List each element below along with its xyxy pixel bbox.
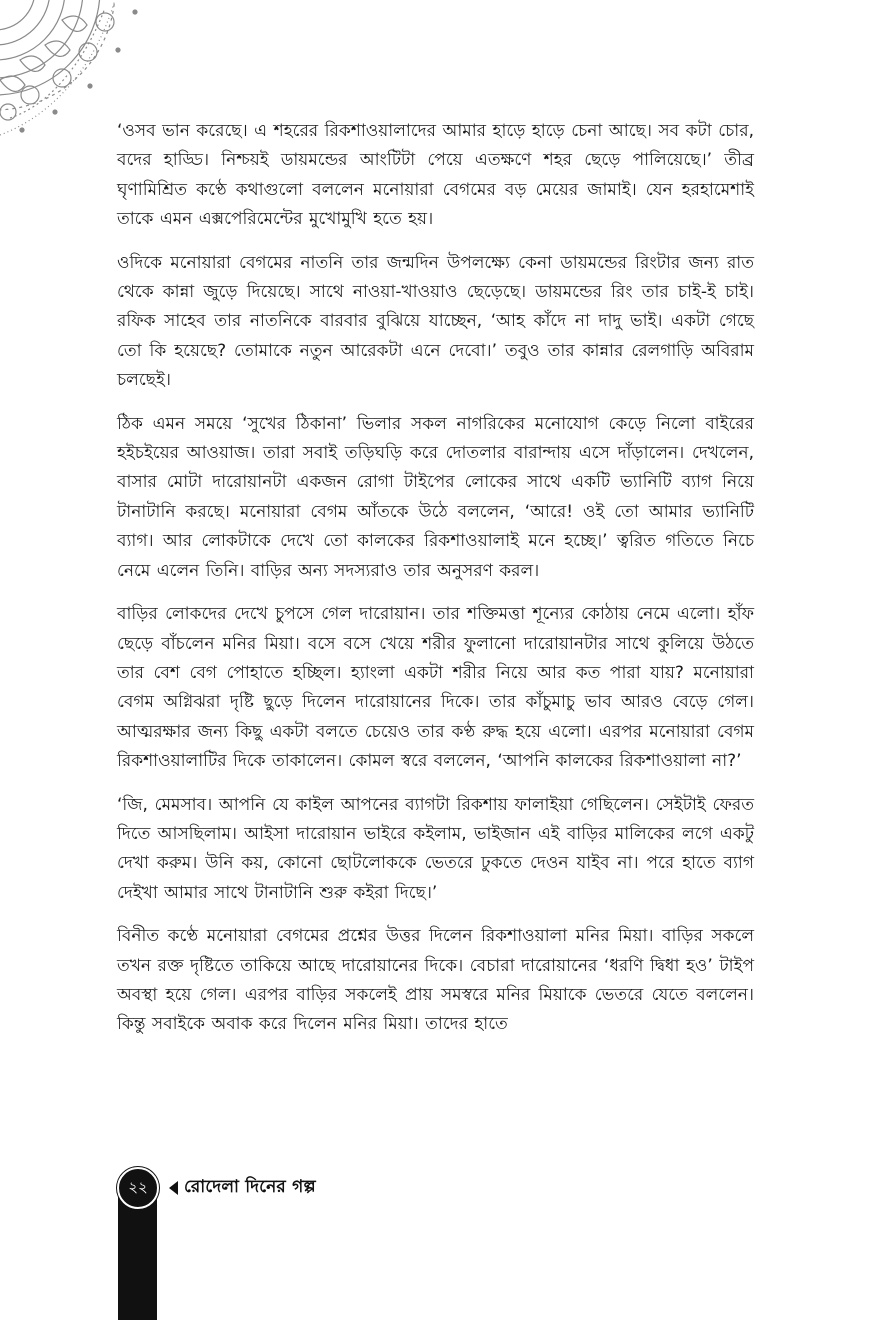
paragraph: ঠিক এমন সময়ে ‘সুখের ঠিকানা’ ভিলার সকল নাগরিকের মনোযোগ কেড়ে নিলো বাইরের হইচইয়ের আওয়াজ। তারা সবাই তড়িঘড়ি করে দোতলার বারান্দায় এসে দাঁড়ালেন। দেখলেন, বাসার মোটা দারোয়ানটা একজন রোগা টাইপের লোকের সাথে একটি ভ্যানিটি ব্যাগ নিয়ে টানাটানি করছে। মনোয়ারা বেগম আঁতকে উঠে বললেন, ‘আরে! ওই তো আমার ভ্যানিটি ব্যাগ। আর লোকটাকে দেখে তো কালকের রিকশাওয়ালাই মনে হচ্ছে।’ ত্বরিত গতিতে নিচে নেমে এলেন তিনি। বাড়ির অন্য সদস্যরাও তার অনুসরণ করল। <box>117 413 754 581</box>
paragraph: বাড়ির লোকদের দেখে চুপসে গেল দারোয়ান। তার শক্তিমত্তা শূন্যের কোঠায় নেমে এলো। হাঁফ ছেড়ে বাঁচলেন মনির মিয়া। বসে বসে খেয়ে শরীর ফুলানো দারোয়ানটার সাথে কুলিয়ে উঠতে তার বেশ বেগ পোহাতে হচ্ছিল। হ্যাংলা একটা শরীর নিয়ে আর কত পারা যায়? মনোয়ারা বেগম অগ্নিঝরা দৃষ্টি ছুড়ে দিলেন দারোয়ানের দিকে। তার কাঁচুমাচু ভাব আরও বেড়ে গেল। আত্মরক্ষার জন্য কিছু একটা বলতে চেয়েও তার কণ্ঠ রুদ্ধ হয়ে এলো। এরপর মনোয়ারা বেগম রিকশাওয়ালাটির দিকে তাকালেন। কোমল স্বরে বললেন, ‘আপনি কালকের রিকশাওয়ালা না?’ <box>117 604 754 772</box>
footer-side-bar <box>118 1190 157 1320</box>
paragraph: ‘জি, মেমসাব। আপনি যে কাইল আপনের ব্যাগটা রিকশায় ফালাইয়া গেছিলেন। সেইটাই ফেরত দিতে আসছিলাম। আইসা দারোয়ান ভাইরে কইলাম, ভাইজান এই বাড়ির মালিকের লগে একটু দেখা করুম। উনি কয়, কোনো ছোটলোককে ভেতরে ঢুকতে দেওন যাইব না। পরে হাতে ব্যাগ দেইখা আমার সাথে টানাটানি শুরু কইরা দিছে।’ <box>117 794 754 903</box>
book-title: রোদেলা দিনের গল্প <box>184 1177 316 1197</box>
page-number: ২২ <box>117 1167 159 1209</box>
paragraph: ওদিকে মনোয়ারা বেগমের নাতনি তার জন্মদিন উপলক্ষ্যে কেনা ডায়মন্ডের রিংটার জন্য রাত থেকে কান্না জুড়ে দিয়েছে। সাথে নাওয়া-খাওয়াও ছেড়েছে। ডায়মন্ডের রিং তার চাই-ই চাই। রফিক সাহেব তার নাতনিকে বারবার বুঝিয়ে যাচ্ছেন, ‘আহ কাঁদে না দাদু ভাই। একটা গেছে তো কি হয়েছে? তোমাকে নতুন আরেকটা এনে দেবো।’ তবুও তার কান্নার রেলগাড়ি অবিরাম চলছেই। <box>117 252 754 391</box>
triangle-left-icon <box>169 1181 178 1195</box>
paragraph: ‘ওসব ভান করেছে। এ শহরের রিকশাওয়ালাদের আমার হাড়ে হাড়ে চেনা আছে। সব কটা চোর, বদের হাড্ডি। নিশ্চয়ই ডায়মন্ডের আংটিটা পেয়ে এতক্ষণে শহর ছেড়ে পালিয়েছে।’ তীব্র ঘৃণামিশ্রিত কণ্ঠে কথাগুলো বললেন মনোয়ারা বেগমের বড় মেয়ের জামাই। যেন হরহামেশাই তাকে এমন এক্সপেরিমেন্টের মুখোমুখি হতে হয়। <box>117 121 754 230</box>
page-body <box>117 117 754 1054</box>
page-footer <box>117 1170 316 1206</box>
paragraph: বিনীত কণ্ঠে মনোয়ারা বেগমের প্রশ্নের উত্তর দিলেন রিকশাওয়ালা মনির মিয়া। বাড়ির সকলে তখন রক্ত দৃষ্টিতে তাকিয়ে আছে দারোয়ানের দিকে। বেচারা দারোয়ানের ‘ধরণি দ্বিধা হও’ টাইপ অবস্থা হয়ে গেল। এরপর বাড়ির সকলেই প্রায় সমস্বরে মনির মিয়াকে ভেতরে যেতে বললেন। কিন্তু সবাইকে অবাক করে দিলেন মনির মিয়া। তাদের হাতে <box>117 926 754 1035</box>
